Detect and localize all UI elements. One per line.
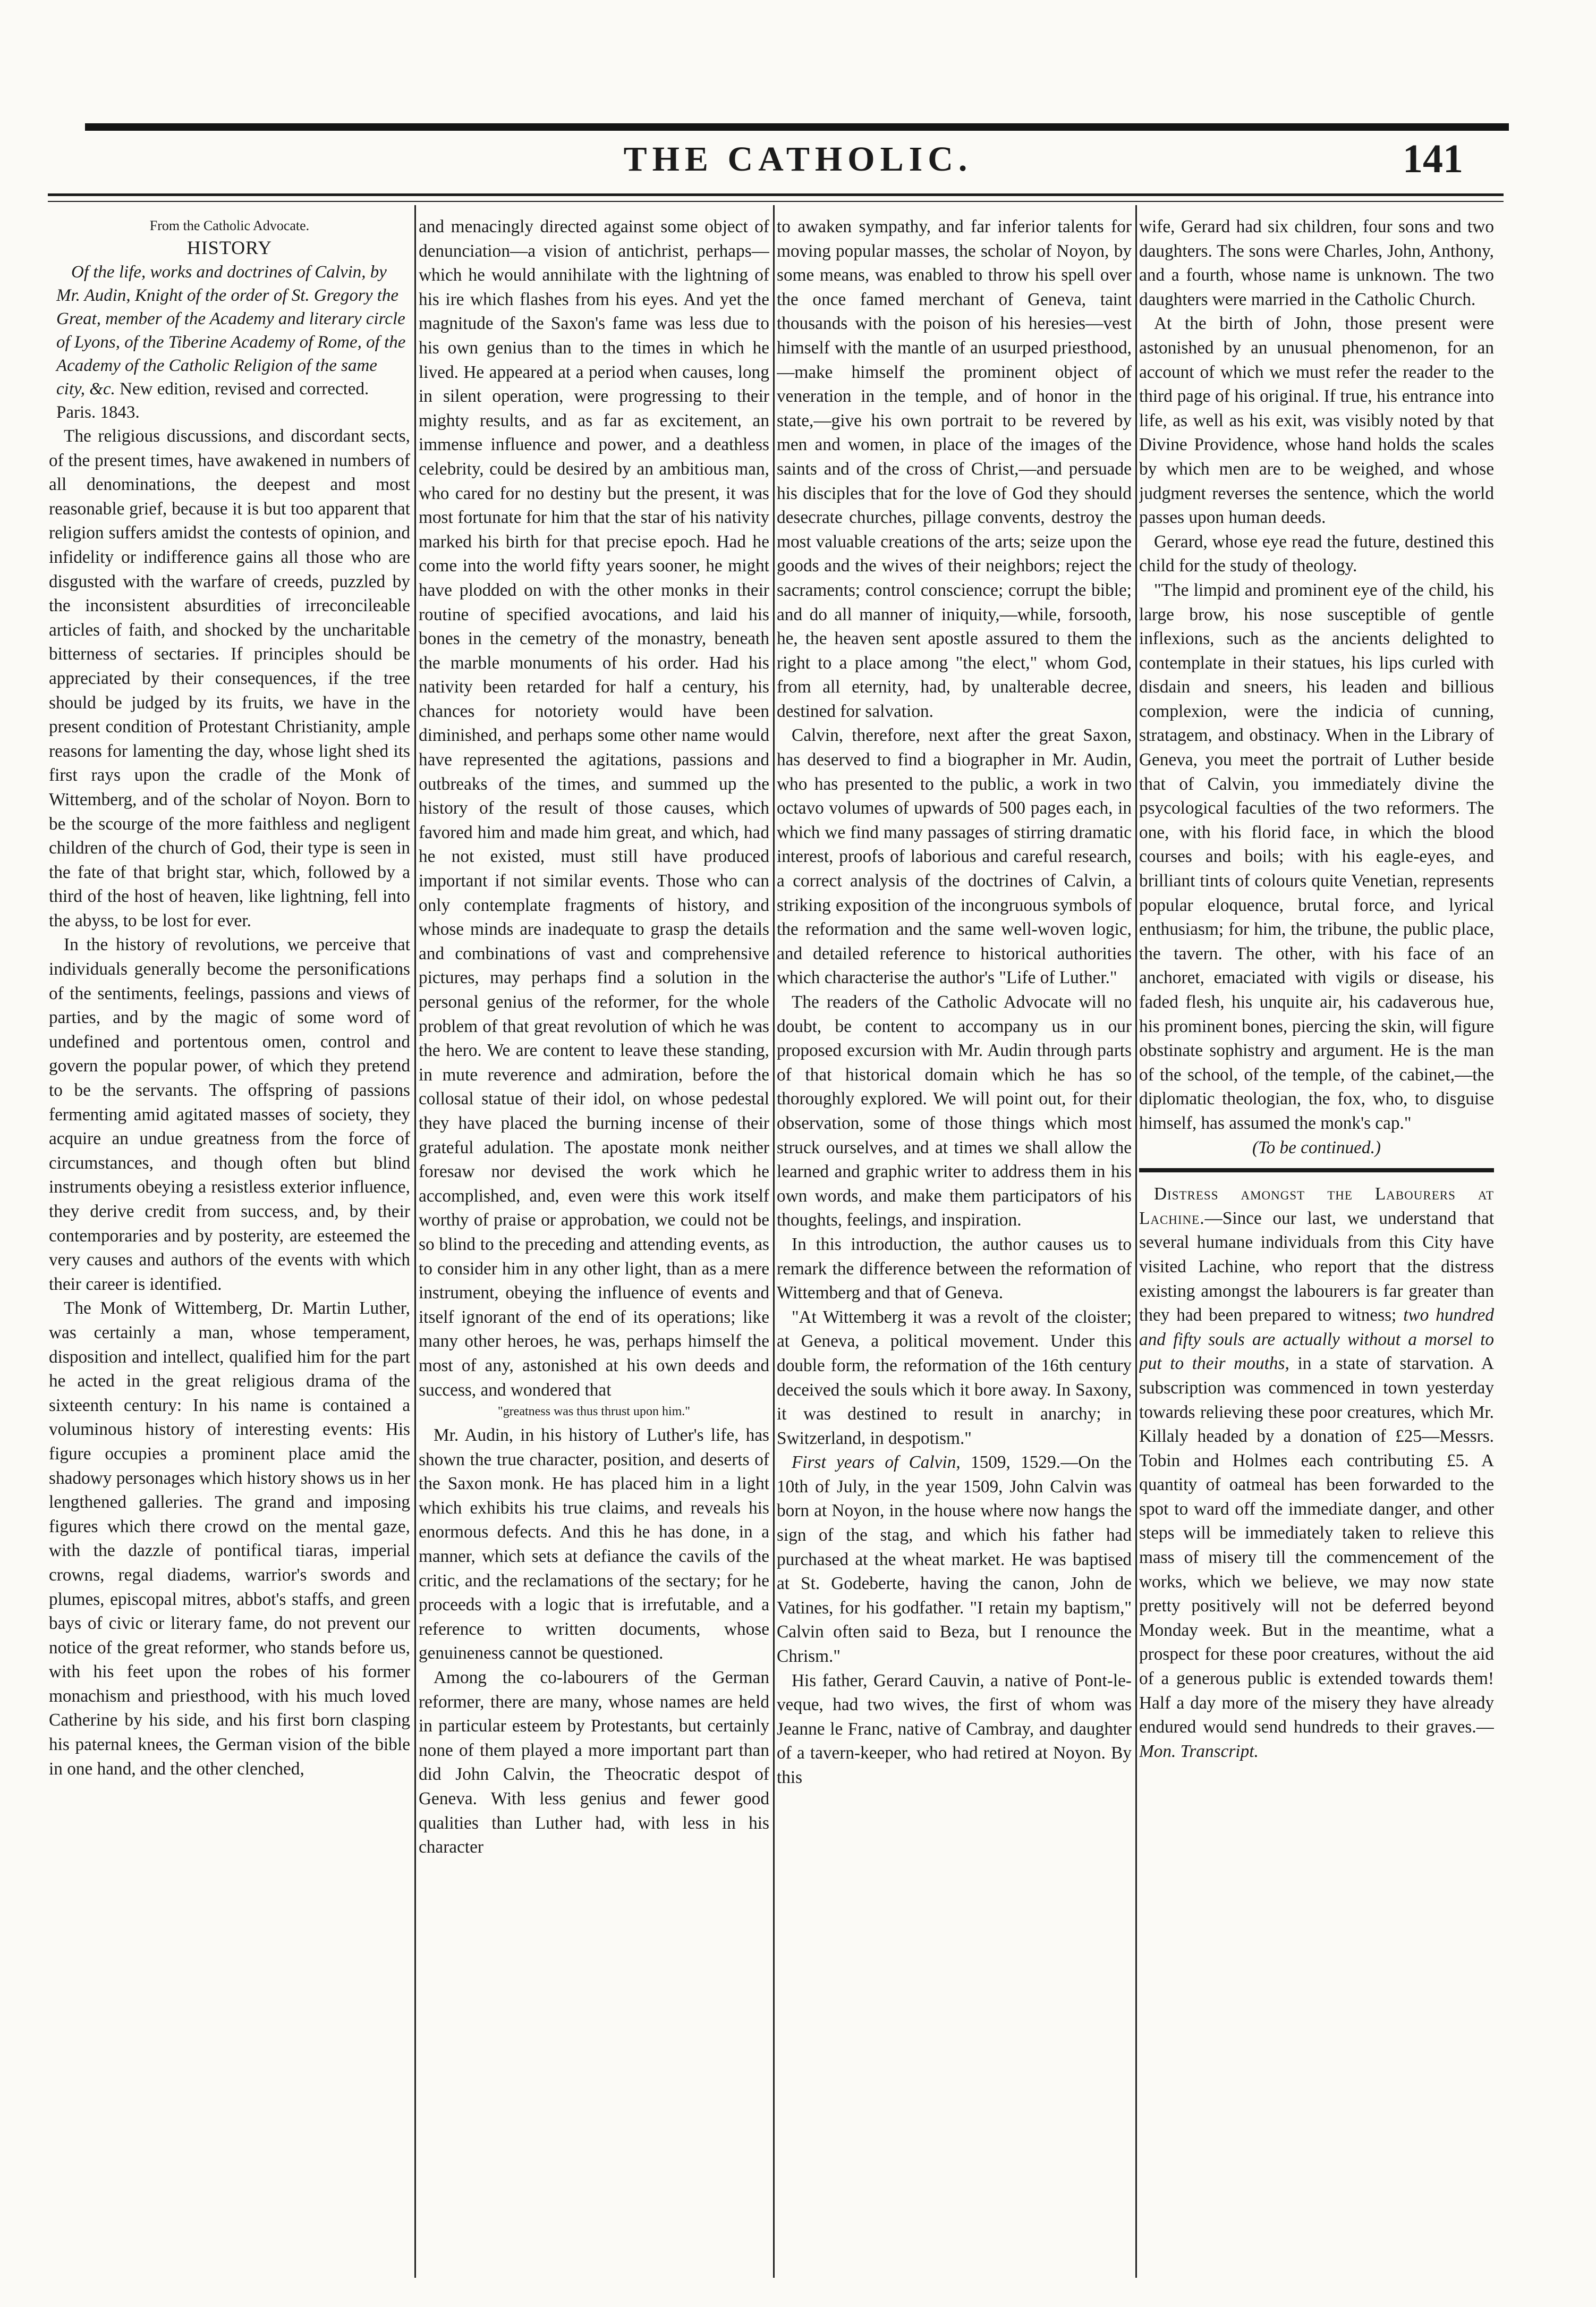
paragraph: Among the co-labourers of the German reformer, there are many, whose names are held in particular esteem by Protestants, but certainly none of them played a more important part than did John Calvin, the Theocratic despot of Geneva. With less genius and fewer good qualities than Luther had, with less in his character (419, 1668, 769, 1857)
column-2 (419, 215, 769, 2277)
article-subtitle (49, 260, 410, 424)
subtitle-text: Of the life, works and doctrines of Calvin, by Mr. Audin, Knight of the order of St. Gregory the Great, member of the Academy and literary circle of Lyons, of the Tiberine Academy of Rome, of the Academy of the Catholic Religion of the same city, &c. (56, 263, 406, 399)
section-text: 1509, 1529.—On the 10th of July, in the year 1509, John Calvin was born at Noyon, in the house where now hangs the sign of the stag, and which his father had purchased at the wheat market. He was baptised at St. Godeberte, having the canon, John de Vatines, for his godfather. "I retain my baptism," Calvin often said to Beza, but I renounce the Chrism." (777, 1452, 1132, 1667)
paragraph: to awaken sympathy, and far inferior talents for moving popular masses, the scholar of Noyon, by some means, was enabled to throw his spell over the once famed merchant of Geneva, taint thousands with the poison of his heresies—vest himself with the mantle of an usurped priesthood,—make himself the prominent object of veneration in the temple, and of honor in the state,—give his own portrait to be revered by men and women, in place of the images of the saints and of the cross of Christ,—and persuade his disciples that for the love of God they should desecrate churches, pillage convents, destroy the most valuable creations of the arts; seize upon the goods and the wives of their neighbors; reject the sacraments; control conscience; corrupt the bible; and do all manner of iniquity,—while, forsooth, he, the heaven sent apostle assured to them the right to a place among "the elect," whom God, from all eternity, had, by unalterable decree, destined for salvation. (777, 217, 1132, 721)
page-number: 141 (1403, 137, 1463, 181)
header-rule-thin (48, 201, 1504, 202)
to-be-continued: (To be continued.) (1252, 1137, 1381, 1157)
top-rule (85, 123, 1509, 131)
column-1 (49, 215, 410, 2277)
paragraph: The readers of the Catholic Advocate will no doubt, be content to accompany us in our proposed excursion with Mr. Audin through parts of that historical domain which he has so thoroughly explored. We will point out, for their observation, some of those things which most struck ourselves, and at times we shall allow the learned and graphic writer to address them in his own words, and make them participators of his thoughts, feelings, and inspiration. (777, 992, 1132, 1230)
inline-quote: "greatness was thus thrust upon him." (497, 1405, 691, 1419)
article-headline: HISTORY (186, 237, 273, 258)
article-separator (1139, 1168, 1494, 1172)
paragraph: "The limpid and prominent eye of the child, his large brow, his nose susceptible of gentle inflexions, such as the ancients delighted to contemplate in their statues, his lips curled with disdain and sneers, his leaden and billious complexion, were the indicia of cunning, stratagem, and obstinacy. When in the Library of Geneva, you meet the portrait of Luther beside that of Calvin, you immediately divine the psycological faculties of the two reformers. The one, with his florid face, in which the blood courses and boils; with his eagle-eyes, and brilliant tints of colours quite Venetian, represents popular eloquence, brutal force, and lyrical enthusiasm; for him, the tribune, the public place, the tavern. The other, with his face of an anchoret, emaciated with vigils or disease, his faded flesh, his unquite air, his cadaverous hue, his prominent bones, piercing the skin, will figure obstinate sophistry and argument. He is the man of the school, of the temple, of the cabinet,—the diplomatic theologian, the fox, who, to disguise himself, has assumed the monk's cap." (1139, 580, 1494, 1133)
masthead (0, 139, 1596, 187)
news-source: Mon. Transcript. (1139, 1741, 1259, 1761)
column-divider (773, 205, 775, 2278)
column-divider (414, 205, 416, 2278)
paragraph: In this introduction, the author causes us to remark the difference between the reformation of Wittemberg and that of Geneva. (777, 1234, 1132, 1303)
paragraph: The religious discussions, and discordant sects, of the present times, have awakened in numbers of all denominations, the deepest and most reasonable grief, because it is but too apparent that religion suffers amidst the contests of opinion, and infidelity or indifference gains all those who are disgusted with the warfare of creeds, puzzled by the inconsistent absurdities of irreconcileable articles of faith, and shocked by the uncharitable bitterness of sectaries. If principles should be appreciated by their consequences, if the tree should be judged by its fruits, we have in the present condition of Protestant Christianity, ample reasons for lamenting the day, whose light shed its first rays upon the cradle of the Monk of Wittemberg, and of the scholar of Noyon. Born to be the scourge of the more faithless and negligent children of the church of God, their type is seen in the fate of that bright star, which, followed by a third of the host of heaven, like lightning, fell into the abyss, to be lost for ever. (49, 426, 410, 931)
paragraph: wife, Gerard had six children, four sons and two daughters. The sons were Charles, John, Anthony, and a fourth, whose name is unknown. The two daughters were married in the Catholic Church. (1139, 217, 1494, 309)
paragraph: "At Wittemberg it was a revolt of the cloister; at Geneva, a political movement. Under this double form, the reformation of the 16th century deceived the souls which it bore away. In Saxony, it was destined to result in anarchy; in Switzerland, in despotism." (777, 1307, 1132, 1448)
column-divider (1135, 205, 1137, 2278)
subtitle-edition: New edition, revised and corrected. Paris. 1843. (56, 379, 369, 422)
news-item (1139, 1182, 1494, 1763)
paragraph: Calvin, therefore, next after the great Saxon, has deserved to find a biographer in Mr. Audin, who has presented to the public, a work in two octavo volumes of upwards of 500 pages each, in which we find many passages of stirring dramatic interest, proofs of laborious and careful research, a correct analysis of the doctrines of Calvin, a striking exposition of the incongruous symbols of the reformation and the same well-woven logic, and detailed reference to historical authorities which characterise the author's "Life of Luther." (777, 725, 1132, 988)
newspaper-title: THE CATHOLIC. (623, 140, 973, 179)
paragraph: His father, Gerard Cauvin, a native of Pont-le-veque, had two wives, the first of whom was Jeanne le Franc, native of Cambray, and daughter of a tavern-keeper, who had retired at Noyon. By this (777, 1670, 1132, 1787)
paragraph: In the history of revolutions, we perceive that individuals generally become the personifications of the sentiments, feelings, passions and views of parties, and by the magic of some word of undefined and portentous omen, control and govern the popular power, of which they pretend to be the servants. The offspring of passions fermenting amid agitated masses of society, they acquire an undue greatness from the force of circumstances, and though often but blind instruments obeying a resistless exterior influence, they derive credit from success, and, by their contemporaries and by posterity, are esteemed the very causes and authors of the events with which their career is identified. (49, 935, 410, 1294)
header-rule-thick (48, 193, 1504, 196)
section-lead: First years of Calvin, (792, 1452, 961, 1473)
paragraph: The Monk of Wittemberg, Dr. Martin Luther, was certainly a man, whose temperament, disposition and intellect, qualified him for the part he acted in the great religious drama of the sixteenth century: In his name is contained a voluminous history of interesting events: His figure occupies a prominent place amid the shadowy personages which history shows us in her lengthened galleries. The grand and imposing figures which there crowd on the mental gaze, with the dazzle of pontifical tiaras, imperial crowns, regal diadems, warrior's swords and plumes, episcopal mitres, abbot's staffs, and green bays of civic or literary fame, do not prevent our notice of the great reformer, who stands before us, with his feet upon the robes of his former monachism and priesthood, with his much loved Catherine by his side, and his first born clasping his paternal knees, the German vision of the bible in one hand, and the other clenched, (49, 1298, 410, 1779)
paragraph (777, 1450, 1132, 1668)
news-text-continued: in a state of starvation. A subscription was commenced in town yesterday towards relieving these poor creatures, which Mr. Killaly headed by a donation of £25—Messrs. Tobin and Holmes each contributing £5. A quantity of oatmeal has been forwarded to the spot to ward off the immediate danger, and other steps will be immediately taken to relieve this mass of misery till the commencement of the works, which we believe, we may now state pretty positively will not be deferred beyond Monday week. But in the meantime, what a prospect for these poor creatures, without the aid of a generous public is extended towards them! Half a day more of the misery they have already endured would send hundreds to their graves.— (1139, 1354, 1494, 1737)
news-headline: Distress amongst the Labourers at Lachine. (1139, 1184, 1494, 1228)
news-text: —Since our last, we understand that several humane individuals from this City have visited Lachine, who report that the distress existing amongst the labourers is far greater than they had been prepared to witness; (1139, 1208, 1494, 1325)
column-4 (1139, 215, 1494, 2277)
news-emphasis: two hundred and fifty souls are actually without a morsel to put to their mouths, (1139, 1305, 1494, 1374)
paragraph: Gerard, whose eye read the future, destined this child for the study of theology. (1139, 531, 1494, 576)
paragraph: At the birth of John, those present were astonished by an unusual phenomenon, for an account of which we must refer the reader to the third page of his original. If true, his entrance into life, as well as his exit, was visibly noted by that Divine Providence, whose hand holds the scales by which men are to be weighed, and whose judgment reverses the sentence, which the world passes upon human deeds. (1139, 314, 1494, 528)
paragraph: and menacingly directed against some object of denunciation—a vision of antichrist, perhaps—which he would annihilate with the lightning of his ire which flashes from his eyes. And yet the magnitude of the Saxon's fame was less due to his own genius than to the times in which he lived. He appeared at a period when causes, long in silent operation, were progressing to their mighty results, and as far as excitement, an immense influence and power, and a deathless celebrity, could be desired by an ambitious man, who cared for no destiny but the present, it was most fortunate for him that the star of his nativity marked his birth for that precise epoch. Had he come into the world fifty years sooner, he might have plodded on with the other monks in their routine of specified avocations, and laid his bones in the cemetry of the monastry, beneath the marble monuments of his order. Had his nativity been retarded for half a century, his chances for notoriety would have been diminished, and perhaps some other name would have represented the agitations, passions and outbreaks of the times, and summed up the history of the result of those causes, which favored him and made him great, and which, had he not existed, must still have produced important if not similar events. Those who can only contemplate fragments of history, and whose minds are inadequate to grasp the details and combinations of vast and comprehensive pictures, may perhaps find a solution in the personal genius of the reformer, for the whole problem of that great revolution of which he was the hero. We are content to leave these standing, in mute reverence and admiration, before the collosal statue of their idol, on whose pedestal they have placed the burning incense of their grateful adulation. The apostate monk neither foresaw nor devised the work which he accomplished, and, even were this work itself worthy of praise or approbation, we could not be so blind to the preceding and attending events, as to consider him in any other light, than as a mere instrument, obeying the influence of events and itself ignorant of the end of its operations; like many other heroes, he was, perhaps himself the most of any, astonished at his own deeds and success, and wondered that (419, 217, 769, 1400)
article-source: From the Catholic Advocate. (149, 218, 310, 233)
column-3 (777, 215, 1132, 2277)
paragraph: Mr. Audin, in his history of Luther's life, has shown the true character, position, and deserts of the Saxon monk. He has placed him in a light which exhibits his true claims, and reveals his enormous defects. And this he has done, in a manner, which sets at defiance the cavils of the critic, and the reclamations of the sectary; for he proceeds with a logic that is irrefutable, and a reference to written documents, whose genuineness cannot be questioned. (419, 1425, 769, 1663)
